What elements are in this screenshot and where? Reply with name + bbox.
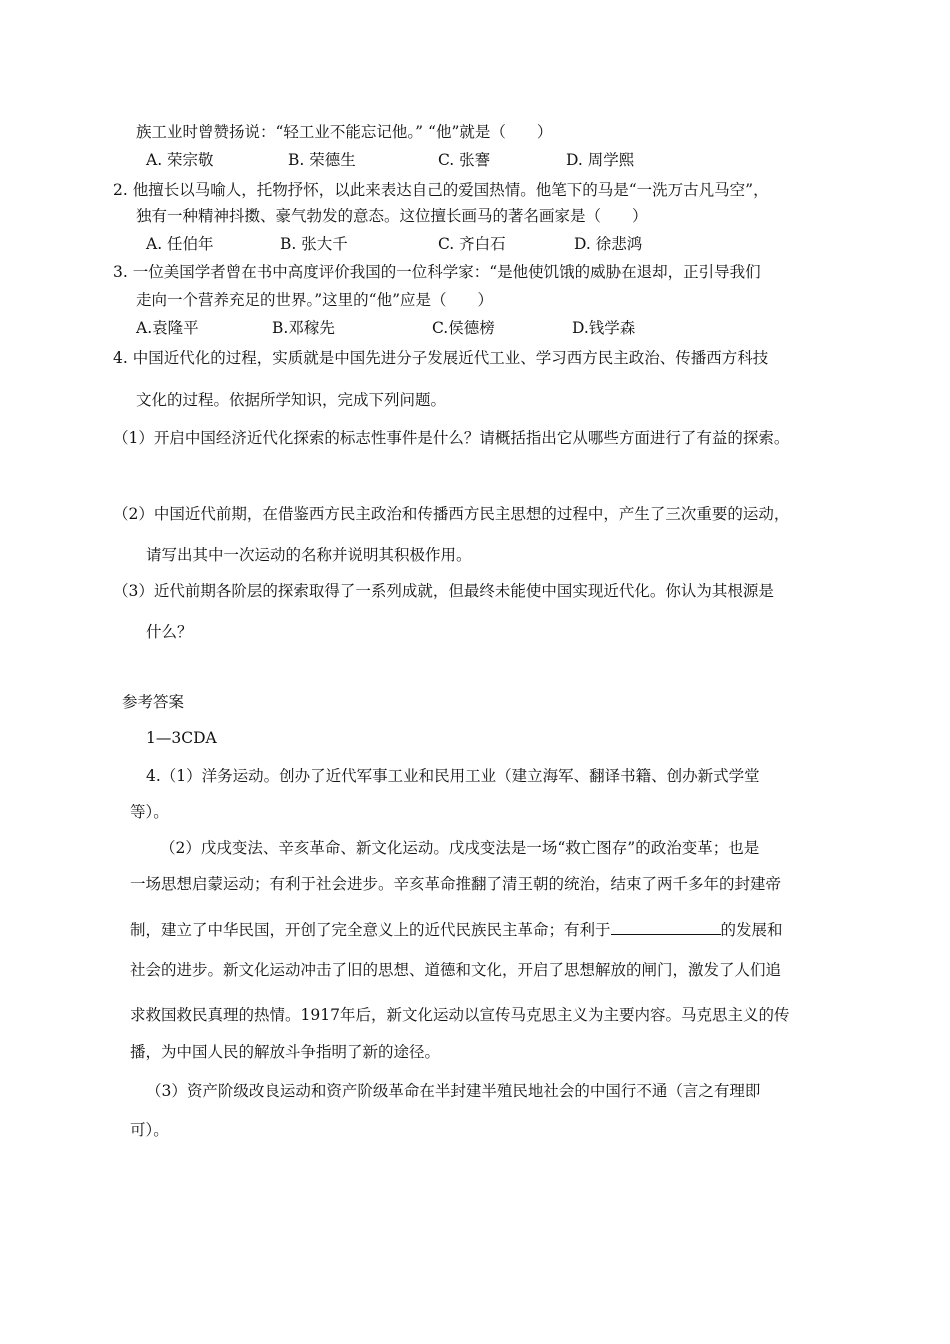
q1-options bbox=[146, 150, 846, 170]
q4-line-1: 4. 中国近代化的过程，实质就是中国先进分子发展近代工业、学习西方民主政治、传播西方科技 bbox=[113, 349, 769, 367]
q3-line-2: 走向一个营养充足的世界。”这里的“他”应是（ ） bbox=[136, 291, 494, 309]
q3-option-a: A.袁隆平 bbox=[136, 319, 199, 337]
q3-line-1: 3. 一位美国学者曾在书中高度评价我国的一位科学家：“是他使饥饿的威胁在退却，正引导我们 bbox=[113, 263, 761, 281]
q2-line-2: 独有一种精神抖擞、豪气勃发的意态。这位擅长画马的著名画家是（ ） bbox=[136, 207, 648, 225]
q4-sub-3-line-2: 什么？ bbox=[146, 623, 193, 641]
answer-2-line-3 bbox=[130, 920, 783, 940]
answer-1-line-2: 等）。 bbox=[130, 803, 169, 821]
q1-option-c: C. 张謇 bbox=[438, 151, 491, 169]
q3-option-c: C.侯德榜 bbox=[432, 319, 495, 337]
answer-2-line-2: 一场思想启蒙运动；有利于社会进步。辛亥革命推翻了清王朝的统治，结束了两千多年的封建帝 bbox=[130, 875, 782, 893]
q4-sub-3-line-1: （3）近代前期各阶层的探索取得了一系列成就，但最终未能使中国实现近代化。你认为其根源是 bbox=[113, 582, 774, 600]
q2-option-d: D. 徐悲鸿 bbox=[574, 235, 643, 253]
answer-2-line-6: 播，为中国人民的解放斗争指明了新的途径。 bbox=[130, 1043, 441, 1061]
q3-options bbox=[136, 318, 836, 338]
answer-1-line-1: 4.（1）洋务运动。创办了近代军事工业和民用工业（建立海军、翻译书籍、创办新式学堂 bbox=[146, 767, 760, 785]
q1-option-a: A. 荣宗敬 bbox=[146, 151, 214, 169]
q4-sub-2-line-1: （2）中国近代前期，在借鉴西方民主政治和传播西方民主思想的过程中，产生了三次重要的运动， bbox=[113, 505, 790, 523]
q1-option-b: B. 荣德生 bbox=[288, 151, 356, 169]
q1-option-d: D. 周学熙 bbox=[566, 151, 635, 169]
answer-2-line-5: 求救国救民真理的热情。1917年后，新文化运动以宣传马克思主义为主要内容。马克思主义的传 bbox=[130, 1006, 790, 1024]
q4-sub-2-line-2: 请写出其中一次运动的名称并说明其积极作用。 bbox=[146, 546, 472, 564]
answers-mc: 1—3CDA bbox=[146, 729, 217, 747]
q1-text: 族工业时曾赞扬说：“轻工业不能忘记他。” “他”就是（ ） bbox=[136, 123, 553, 141]
answer-2-line-4: 社会的进步。新文化运动冲击了旧的思想、道德和文化，开启了思想解放的闸门，激发了人们追 bbox=[130, 961, 782, 979]
q2-option-b: B. 张大千 bbox=[280, 235, 348, 253]
q2-options bbox=[146, 234, 846, 254]
fill-in-blank[interactable] bbox=[611, 920, 721, 935]
answer-2-line-3-post: 的发展和 bbox=[720, 921, 783, 939]
answer-3-line-2: 可）。 bbox=[130, 1121, 169, 1139]
q2-line-1: 2. 他擅长以马喻人，托物抒怀，以此来表达自己的爱国热情。他笔下的马是“一洗万古凡马空”， bbox=[113, 181, 769, 199]
q3-option-b: B.邓稼先 bbox=[272, 319, 335, 337]
answer-2-line-3-pre: 制，建立了中华民国，开创了完全意义上的近代民族民主革命；有利于 bbox=[130, 921, 611, 939]
answer-3-line-1: （3）资产阶级改良运动和资产阶级革命在半封建半殖民地社会的中国行不通（言之有理即 bbox=[146, 1082, 761, 1100]
q4-sub-1: （1）开启中国经济近代化探索的标志性事件是什么？请概括指出它从哪些方面进行了有益的探索。 bbox=[113, 429, 790, 447]
q2-option-c: C. 齐白石 bbox=[438, 235, 506, 253]
q2-option-a: A. 任伯年 bbox=[146, 235, 214, 253]
answer-2-line-1: （2）戊戌变法、辛亥革命、新文化运动。戊戌变法是一场“救亡图存”的政治变革；也是 bbox=[160, 839, 760, 857]
q4-line-2: 文化的过程。依据所学知识，完成下列问题。 bbox=[136, 391, 447, 409]
answers-heading: 参考答案 bbox=[122, 693, 185, 711]
q3-option-d: D.钱学森 bbox=[572, 319, 636, 337]
